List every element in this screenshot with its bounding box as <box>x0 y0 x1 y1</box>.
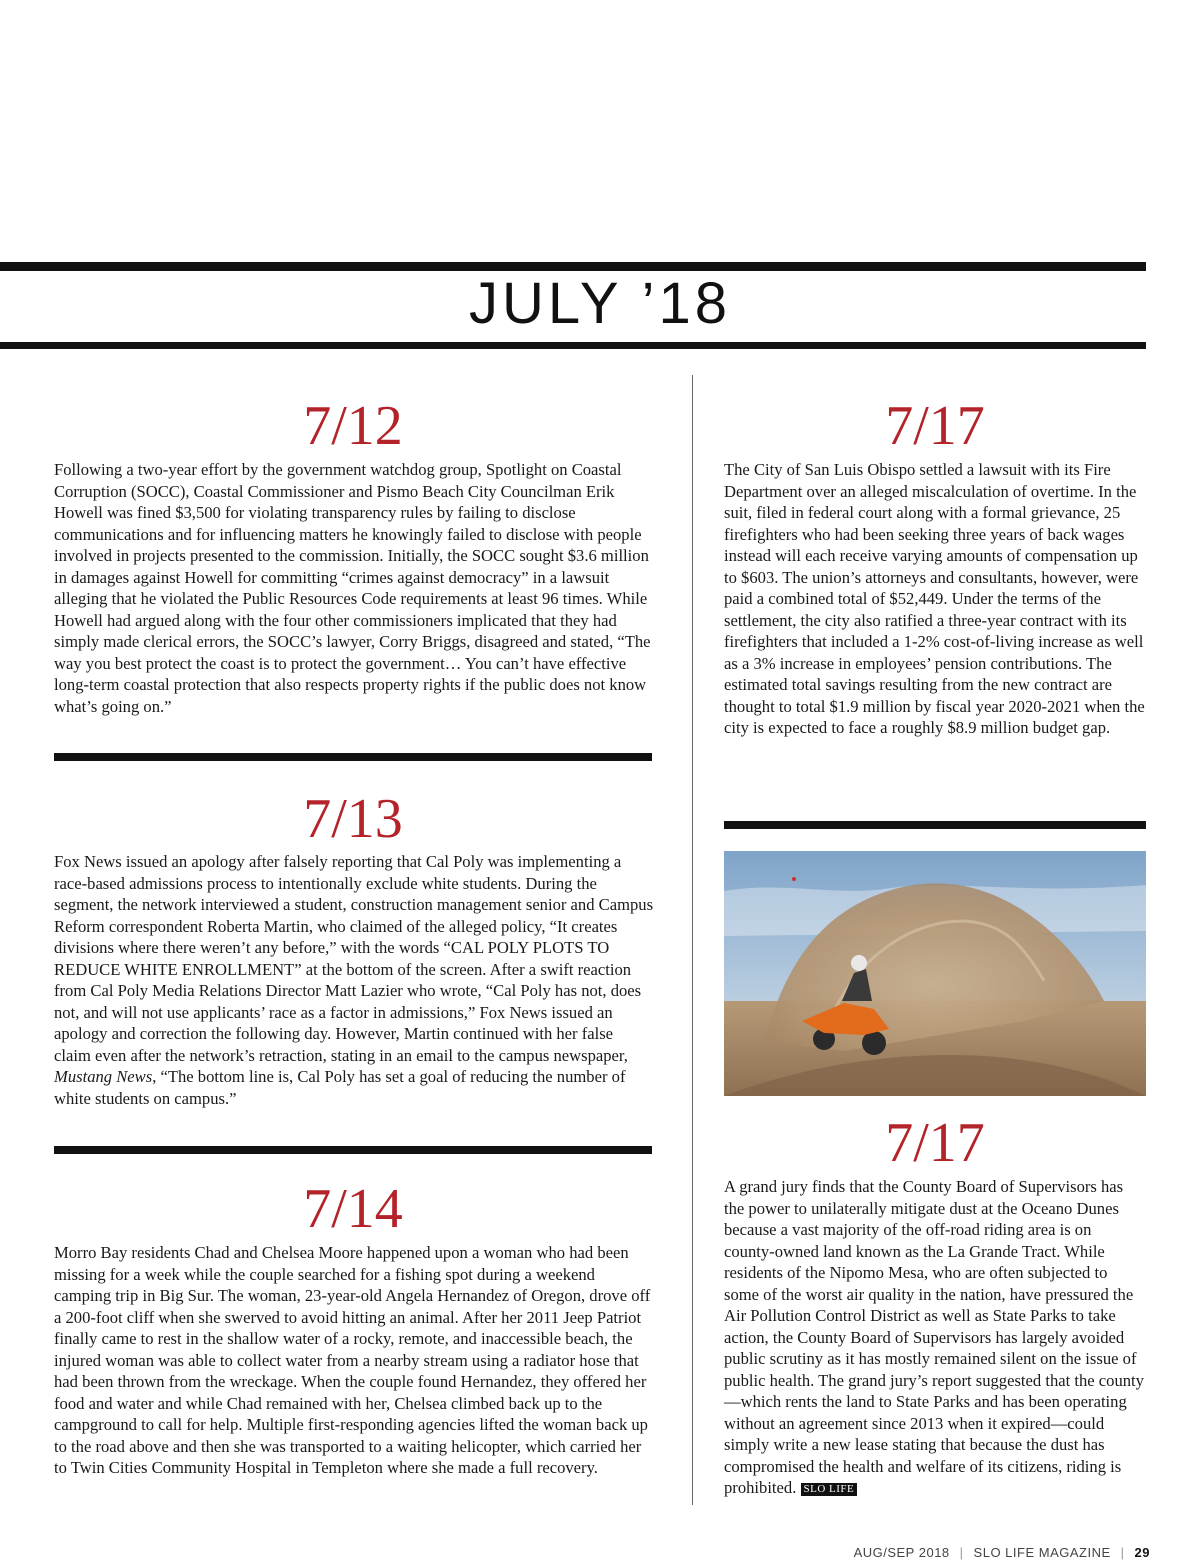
footer-issue: AUG/SEP 2018 <box>853 1545 950 1560</box>
slo-life-end-mark: SLO LIFE <box>801 1483 858 1496</box>
header-top-rule <box>0 262 1146 271</box>
footer-separator: | <box>1120 1545 1125 1560</box>
entry-date-7-14: 7/14 <box>303 1178 403 1240</box>
section-rule <box>54 753 652 761</box>
entry-text-7-17-dunes-body: A grand jury finds that the County Board of Supervisors has the power to unilaterally mitigate dust at the Oceano Dunes because a vast majority of the off-road riding area is on county-owned land known as the La Grande Tract. While residents of the Nipomo Mesa, who are often subjected to some of the worst air quality in the nation, have pressured the Air Pollution Control District as well as State Parks to take action, the County Board of Supervisors has largely avoided public scrutiny as it has mostly remained silent on the issue of public health. The grand jury’s report suggested that the county—which rents the land to State Parks and has been operating without an agreement since 2013 when it expired—could simply write a new lease stating that because the dust has compromised the health and welfare of its citizens, riding is prohibited. <box>724 1177 1144 1497</box>
column-divider <box>692 375 693 1505</box>
entry-date-7-13: 7/13 <box>303 788 403 850</box>
publication-name: Mustang News <box>54 1067 153 1086</box>
section-rule <box>54 1146 652 1154</box>
entry-date-7-12: 7/12 <box>303 395 403 457</box>
page-number: 29 <box>1134 1545 1150 1560</box>
entry-text-7-13 <box>54 851 654 1109</box>
month-title: JULY ’18 <box>469 271 731 336</box>
entry-date-7-17-fire: 7/17 <box>885 395 985 457</box>
atv-photo-graphic <box>724 851 1146 1096</box>
footer-magazine: SLO LIFE MAGAZINE <box>973 1545 1111 1560</box>
footer-separator: | <box>959 1545 964 1560</box>
page-footer <box>854 1545 1150 1563</box>
entry-text-7-12: Following a two-year effort by the government watchdog group, Spotlight on Coastal Corruption (SOCC), Coastal Commissioner and Pismo Beach City Councilman Erik Howell was fined $3,500 for violating transparency rules by failing to disclose communications and for influencing matters he knowingly failed to disclose with people involved in projects presented to the commission. Initially, the SOCC sought $3.6 million in damages against Howell for committing “crimes against democracy” in a lawsuit alleging that he violated the Public Resources Code requirements at least 96 times. While Howell had argued along with the four other commissioners implicated that they had simply made clerical errors, the SOCC’s lawyer, Corry Briggs, disagreed and stated, “The way you best protect the coast is to protect the government… You can’t have effective long-term coastal protection that also respects property rights if the public does not know what’s going on.” <box>54 460 651 716</box>
entry-text-7-14: Morro Bay residents Chad and Chelsea Moore happened upon a woman who had been missing for a week while the couple searched for a fishing spot during a weekend camping trip in Big Sur. The woman, 23-year-old Angela Hernandez of Oregon, drove off a 200-foot cliff when she swerved to avoid hitting an animal. After her 2011 Jeep Patriot finally came to rest in the shallow water of a rocky, remote, and inaccessible beach, the injured woman was able to collect water from a nearby stream using a radiator hose that had been thrown from the wreckage. When the couple found Hernandez, they offered her food and water and while Chad remained with her, Chelsea climbed back up to the campground to call for help. Multiple first-responding agencies lifted the woman back up to the road above and then she was transported to a waiting helicopter, which carried her to Twin Cities Community Hospital in Templeton where she made a full recovery. <box>54 1243 651 1477</box>
header-bottom-rule <box>0 342 1146 349</box>
entry-text-7-17-fire: The City of San Luis Obispo settled a lawsuit with its Fire Department over an alleged miscalculation of overtime. In the suit, filed in federal court along with a formal grievance, 25 firefighters who had been seeking three years of back wages instead will each receive varying amounts of compensation up to $603. The union’s attorneys and consultants, however, were paid a combined total of $52,449. Under the terms of the settlement, the city also ratified a three-year contract with its firefighters that included a 1-2% cost-of-living increase as well as a 3% increase in employees’ pension contributions. The estimated total savings resulting from the new contract are thought to total $1.9 million by fiscal year 2020-2021 when the city is expected to face a roughly $8.9 million budget gap. <box>724 460 1145 737</box>
section-rule <box>724 821 1146 829</box>
entry-date-7-17-dunes: 7/17 <box>885 1112 985 1174</box>
atv-dune-photo <box>724 851 1146 1096</box>
entry-text-7-13-part1: Fox News issued an apology after falsely reporting that Cal Poly was implementing a race-based admissions process to intentionally exclude white students. During the segment, the network interviewed a student, construction management senior and Campus Reform correspondent Roberta Martin, who claimed of the alleged policy, “It creates divisions where there weren’t any before,” with the words “CAL POLY PLOTS TO REDUCE WHITE ENROLLMENT” at the bottom of the screen. After a swift reaction from Cal Poly Media Relations Director Matt Lazier who wrote, “Cal Poly has not, does not, and will not use applicants’ race as a factor in admissions,” Fox News issued an apology and correction the following day. However, Martin continued with her false claim even after the network’s retraction, stating in an email to the campus newspaper, <box>54 852 654 1065</box>
entry-text-7-17-dunes <box>724 1176 1146 1499</box>
entry-text-7-13-part2: , “The bottom line is, Cal Poly has set a goal of reducing the number of white students on campus.” <box>54 1067 626 1108</box>
